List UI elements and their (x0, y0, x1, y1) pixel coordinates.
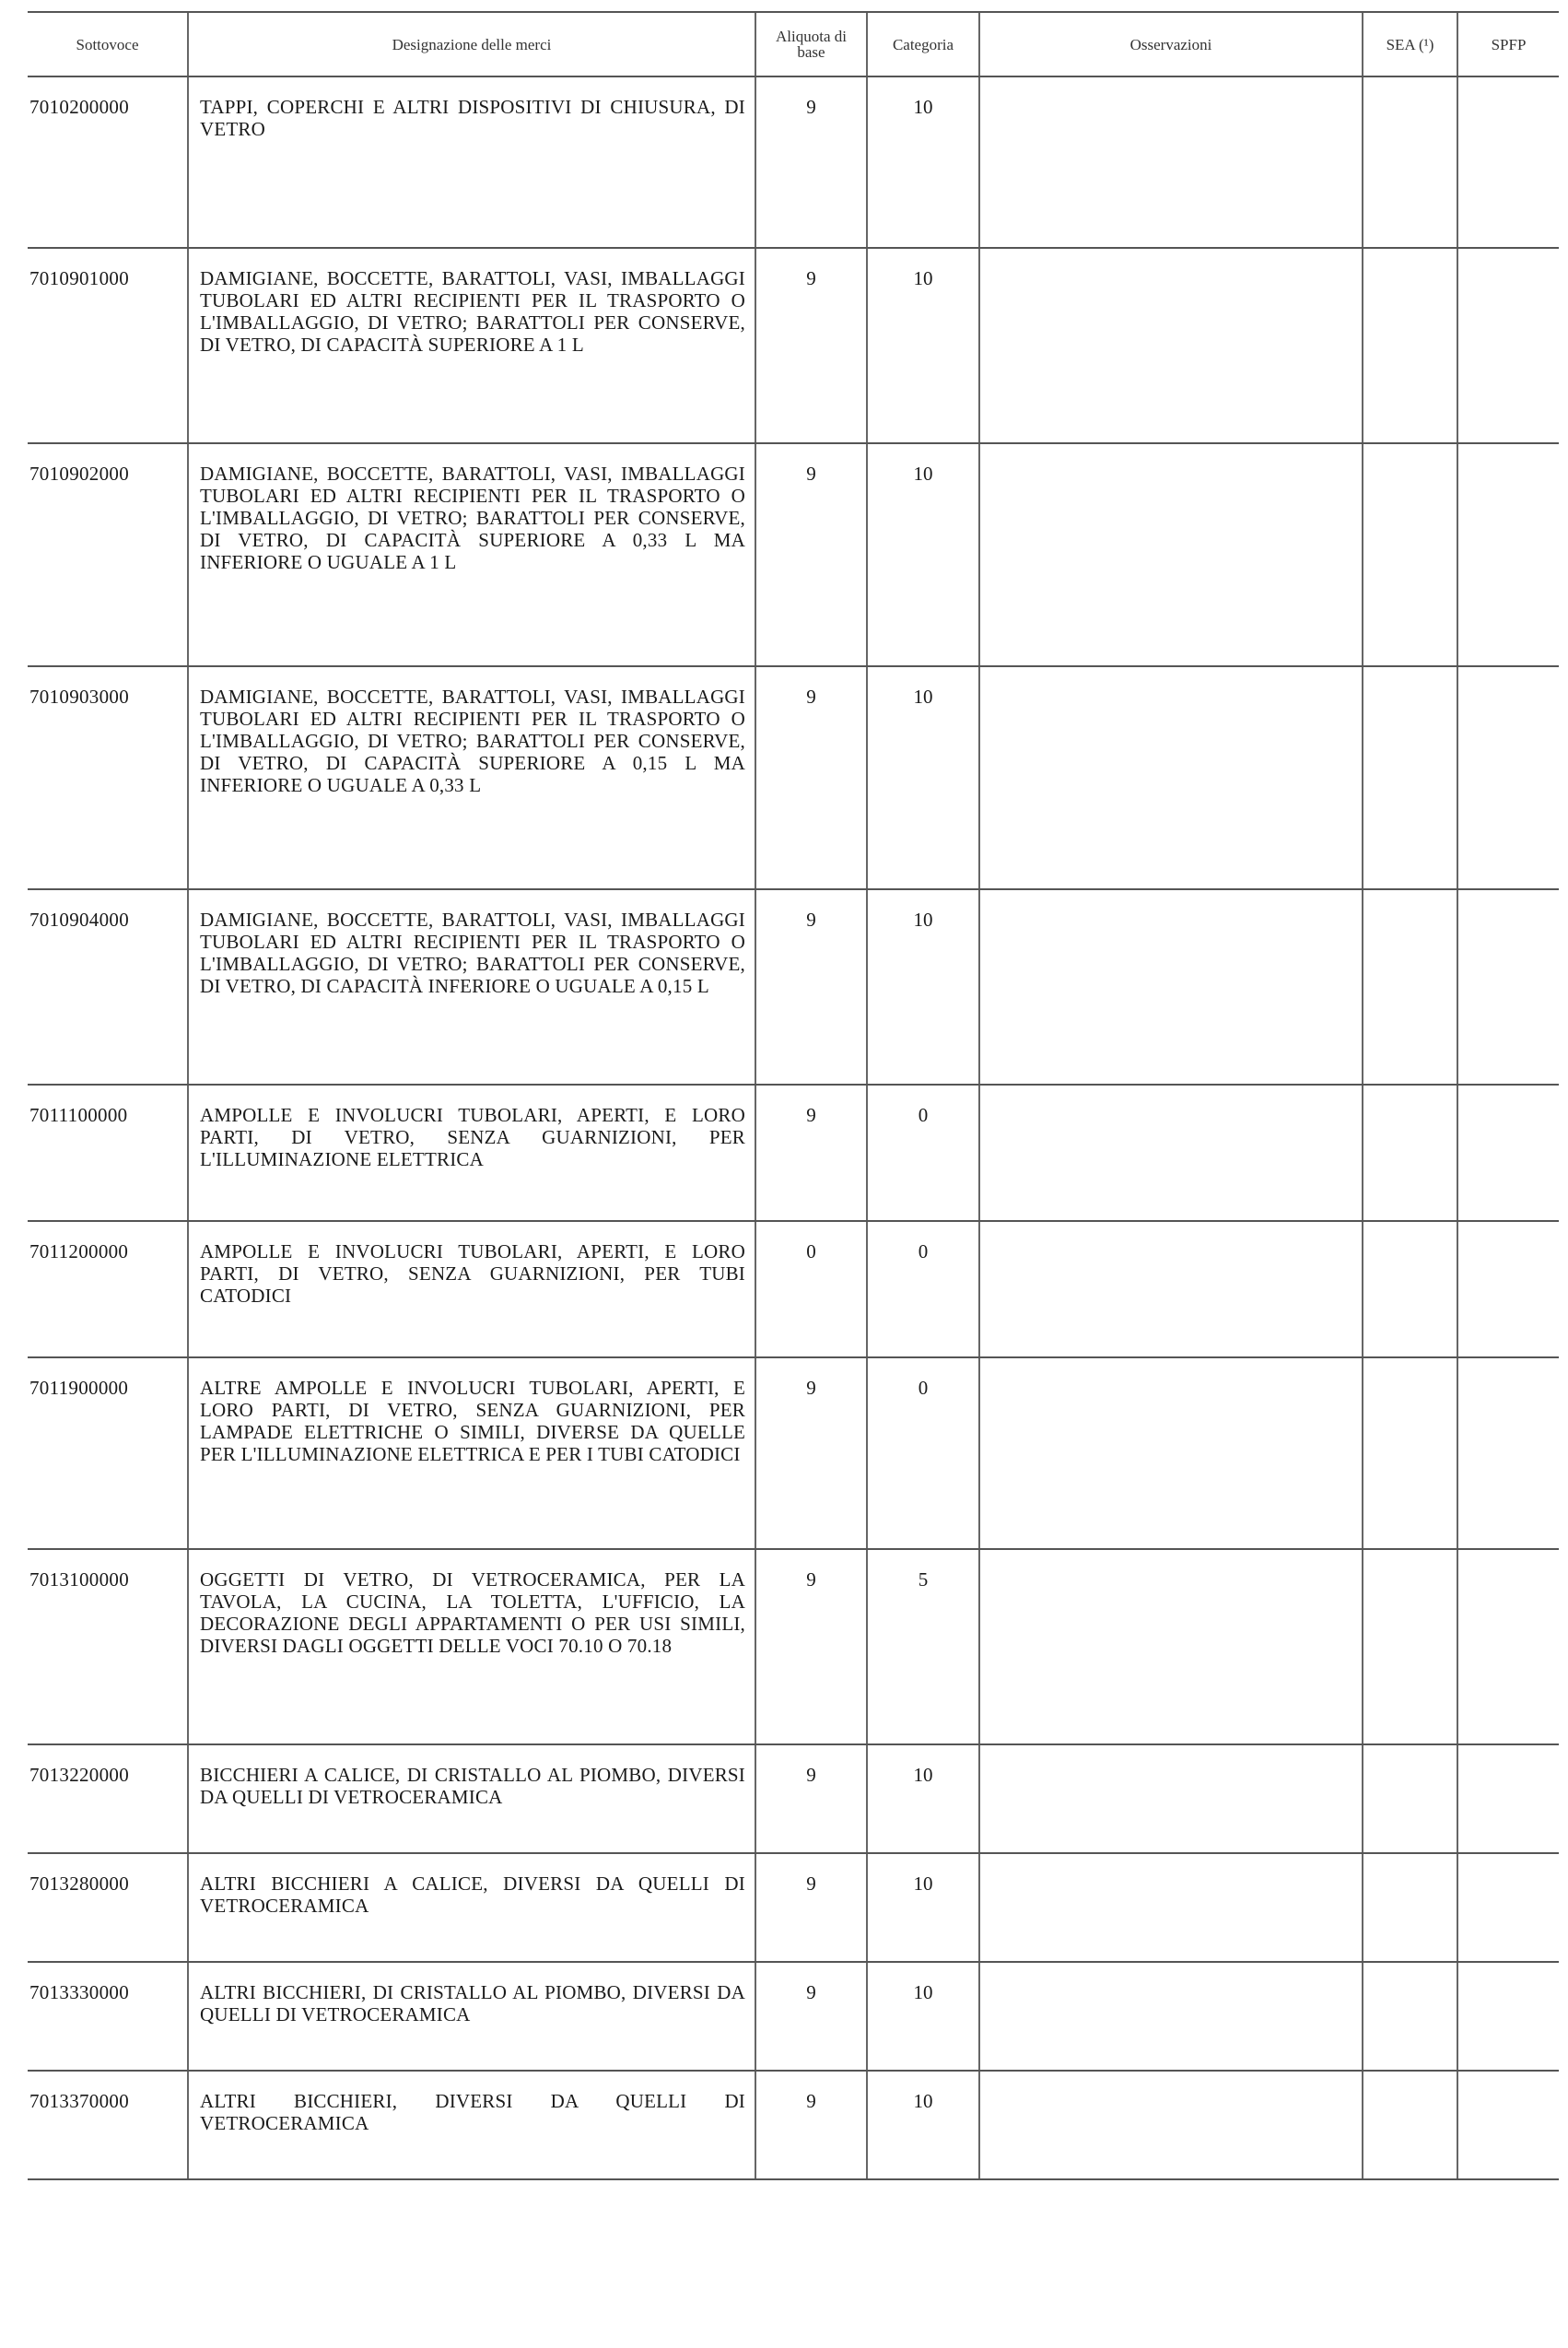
row-category: 10 (867, 1962, 979, 2071)
row-observations (979, 889, 1363, 1085)
row-code: 7013280000 (28, 1853, 188, 1962)
row-description: DAMIGIANE, BOCCETTE, BARATTOLI, VASI, IMBALLAGGI TUBOLARI ED ALTRI RECIPIENTI PER IL TRASPORTO O L'IMBALLAGGIO, DI VETRO; BARATTOLI PER CONSERVE, DI VETRO, DI CAPACITÀ SUPERIORE A 1 L (188, 248, 755, 443)
row-observations (979, 1221, 1363, 1357)
row-description: AMPOLLE E INVOLUCRI TUBOLARI, APERTI, E LORO PARTI, DI VETRO, SENZA GUARNIZIONI, PER TUBI CATODICI (188, 1221, 755, 1357)
row-sea (1363, 1357, 1457, 1549)
row-observations (979, 248, 1363, 443)
row-spfp (1457, 443, 1559, 666)
row-spfp (1457, 1853, 1559, 1962)
row-observations (979, 1085, 1363, 1221)
header-osservazioni: Osservazioni (979, 12, 1363, 76)
row-spfp (1457, 889, 1559, 1085)
header-sea: SEA (¹) (1363, 12, 1457, 76)
row-description: ALTRE AMPOLLE E INVOLUCRI TUBOLARI, APERTI, E LORO PARTI, DI VETRO, SENZA GUARNIZIONI, PER LAMPADE ELETTRICHE O SIMILI, DIVERSE DA QUELLE PER L'ILLUMINAZIONE ELETTRICA E PER I TUBI CATODICI (188, 1357, 755, 1549)
table-row (28, 443, 1559, 666)
row-observations (979, 1962, 1363, 2071)
header-aliquota: Aliquota di base (755, 12, 867, 76)
table-body (28, 76, 1559, 2179)
row-rate: 9 (755, 248, 867, 443)
row-rate: 9 (755, 1357, 867, 1549)
row-observations (979, 1744, 1363, 1853)
row-category: 10 (867, 1853, 979, 1962)
row-description: AMPOLLE E INVOLUCRI TUBOLARI, APERTI, E LORO PARTI, DI VETRO, SENZA GUARNIZIONI, PER L'ILLUMINAZIONE ELETTRICA (188, 1085, 755, 1221)
row-observations (979, 2071, 1363, 2179)
row-code: 7010903000 (28, 666, 188, 889)
table-row (28, 2071, 1559, 2179)
row-sea (1363, 2071, 1457, 2179)
row-category: 10 (867, 889, 979, 1085)
row-code: 7013370000 (28, 2071, 188, 2179)
row-rate: 9 (755, 1853, 867, 1962)
row-description: ALTRI BICCHIERI, DI CRISTALLO AL PIOMBO, DIVERSI DA QUELLI DI VETROCERAMICA (188, 1962, 755, 2071)
row-code: 7013330000 (28, 1962, 188, 2071)
row-rate: 9 (755, 1962, 867, 2071)
row-description: DAMIGIANE, BOCCETTE, BARATTOLI, VASI, IMBALLAGGI TUBOLARI ED ALTRI RECIPIENTI PER IL TRASPORTO O L'IMBALLAGGIO, DI VETRO; BARATTOLI PER CONSERVE, DI VETRO, DI CAPACITÀ SUPERIORE A 0,33 L MA INFERIORE O UGUALE A 1 L (188, 443, 755, 666)
table-row (28, 1549, 1559, 1744)
row-sea (1363, 1221, 1457, 1357)
table-row (28, 666, 1559, 889)
row-rate: 9 (755, 889, 867, 1085)
row-sea (1363, 889, 1457, 1085)
row-rate: 9 (755, 76, 867, 248)
row-rate: 9 (755, 666, 867, 889)
row-category: 5 (867, 1549, 979, 1744)
row-code: 7010200000 (28, 76, 188, 248)
row-observations (979, 1853, 1363, 1962)
row-spfp (1457, 1221, 1559, 1357)
row-spfp (1457, 1357, 1559, 1549)
row-spfp (1457, 248, 1559, 443)
header-row (28, 12, 1559, 76)
row-description: ALTRI BICCHIERI, DIVERSI DA QUELLI DI VETROCERAMICA (188, 2071, 755, 2179)
row-sea (1363, 76, 1457, 248)
row-rate: 9 (755, 1549, 867, 1744)
row-sea (1363, 443, 1457, 666)
row-description: TAPPI, COPERCHI E ALTRI DISPOSITIVI DI CHIUSURA, DI VETRO (188, 76, 755, 248)
header-spfp: SPFP (1457, 12, 1559, 76)
row-code: 7013220000 (28, 1744, 188, 1853)
row-observations (979, 76, 1363, 248)
row-sea (1363, 1853, 1457, 1962)
row-category: 10 (867, 2071, 979, 2179)
table-header (28, 12, 1559, 76)
row-description: DAMIGIANE, BOCCETTE, BARATTOLI, VASI, IMBALLAGGI TUBOLARI ED ALTRI RECIPIENTI PER IL TRASPORTO O L'IMBALLAGGIO, DI VETRO; BARATTOLI PER CONSERVE, DI VETRO, DI CAPACITÀ INFERIORE O UGUALE A 0,15 L (188, 889, 755, 1085)
row-sea (1363, 1085, 1457, 1221)
row-category: 0 (867, 1085, 979, 1221)
row-spfp (1457, 1962, 1559, 2071)
row-sea (1363, 666, 1457, 889)
tariff-table (28, 11, 1559, 2180)
table-row (28, 1085, 1559, 1221)
row-sea (1363, 248, 1457, 443)
row-category: 10 (867, 248, 979, 443)
row-code: 7010904000 (28, 889, 188, 1085)
table-row (28, 248, 1559, 443)
row-category: 10 (867, 76, 979, 248)
row-rate: 9 (755, 1085, 867, 1221)
row-description: ALTRI BICCHIERI A CALICE, DIVERSI DA QUELLI DI VETROCERAMICA (188, 1853, 755, 1962)
row-sea (1363, 1962, 1457, 2071)
row-code: 7010902000 (28, 443, 188, 666)
header-categoria: Categoria (867, 12, 979, 76)
row-category: 10 (867, 1744, 979, 1853)
row-rate: 0 (755, 1221, 867, 1357)
row-spfp (1457, 1549, 1559, 1744)
document-page (28, 11, 1559, 2180)
table-row (28, 1744, 1559, 1853)
row-code: 7010901000 (28, 248, 188, 443)
row-observations (979, 443, 1363, 666)
row-category: 0 (867, 1221, 979, 1357)
row-spfp (1457, 76, 1559, 248)
table-row (28, 1221, 1559, 1357)
header-designazione: Designazione delle merci (188, 12, 755, 76)
table-row (28, 76, 1559, 248)
row-spfp (1457, 666, 1559, 889)
row-description: OGGETTI DI VETRO, DI VETROCERAMICA, PER LA TAVOLA, LA CUCINA, LA TOLETTA, L'UFFICIO, LA DECORAZIONE DEGLI APPARTAMENTI O PER USI SIMILI, DIVERSI DAGLI OGGETTI DELLE VOCI 70.10 O 70.18 (188, 1549, 755, 1744)
row-code: 7011200000 (28, 1221, 188, 1357)
row-observations (979, 666, 1363, 889)
row-rate: 9 (755, 1744, 867, 1853)
row-sea (1363, 1744, 1457, 1853)
row-category: 10 (867, 443, 979, 666)
row-description: BICCHIERI A CALICE, DI CRISTALLO AL PIOMBO, DIVERSI DA QUELLI DI VETROCERAMICA (188, 1744, 755, 1853)
row-spfp (1457, 2071, 1559, 2179)
header-sottovoce: Sottovoce (28, 12, 188, 76)
row-rate: 9 (755, 2071, 867, 2179)
row-category: 0 (867, 1357, 979, 1549)
row-observations (979, 1357, 1363, 1549)
row-spfp (1457, 1744, 1559, 1853)
table-row (28, 1853, 1559, 1962)
row-code: 7013100000 (28, 1549, 188, 1744)
row-spfp (1457, 1085, 1559, 1221)
row-code: 7011900000 (28, 1357, 188, 1549)
table-row (28, 889, 1559, 1085)
row-sea (1363, 1549, 1457, 1744)
row-description: DAMIGIANE, BOCCETTE, BARATTOLI, VASI, IMBALLAGGI TUBOLARI ED ALTRI RECIPIENTI PER IL TRASPORTO O L'IMBALLAGGIO, DI VETRO; BARATTOLI PER CONSERVE, DI VETRO, DI CAPACITÀ SUPERIORE A 0,15 L MA INFERIORE O UGUALE A 0,33 L (188, 666, 755, 889)
row-observations (979, 1549, 1363, 1744)
row-category: 10 (867, 666, 979, 889)
table-row (28, 1357, 1559, 1549)
row-rate: 9 (755, 443, 867, 666)
row-code: 7011100000 (28, 1085, 188, 1221)
table-row (28, 1962, 1559, 2071)
